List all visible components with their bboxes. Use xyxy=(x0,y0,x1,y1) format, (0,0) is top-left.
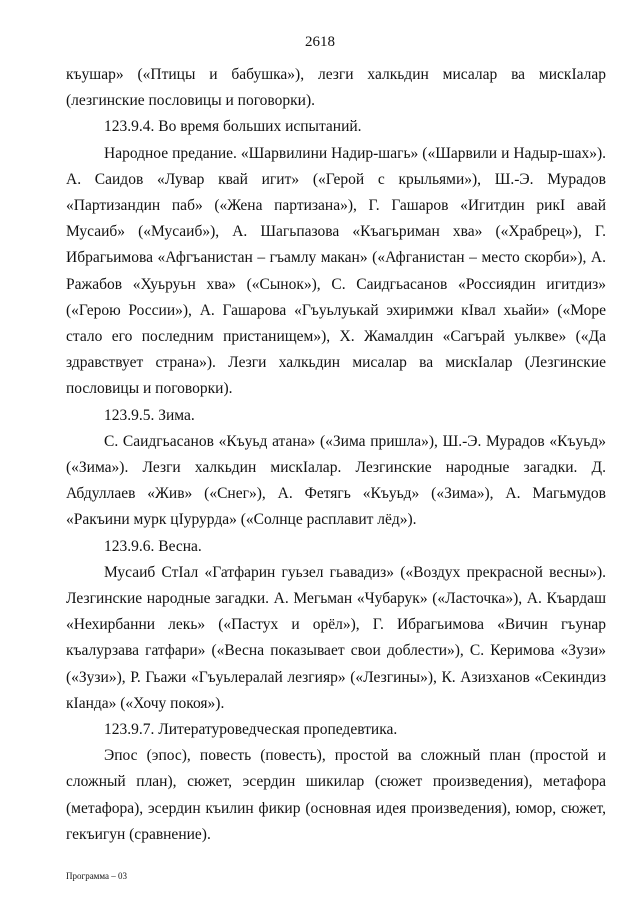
section-heading-123-9-5: 123.9.5. Зима. xyxy=(104,406,195,424)
paragraph-reading-list-winter: С. Саидгьасанов «Къуьд атана» («Зима пришла»), Ш.-Э. Мурадов «Къуьд» («Зима»). Лезги халкьдин мискIалар. Лезгинские народные загадки. Д. Абдуллаев «Жив» («Снег»), А. Фетягь «Къуьд» («Зима»), А. Магьмудов «Ракъини мурк цIурурда» («Солнце расплавит лёд»). xyxy=(66,432,606,529)
paragraph-reading-list-trials: Народное предание. «Шарвилини Надир-шагь» («Шарвили и Надыр-шах»). А. Саидов «Лувар квай игит» («Герой с крыльями»), Ш.-Э. Мурадов «Партизандин паб» («Жена партизана»), Г. Гашаров «Игитдин рикI авай Мусаиб» («Мусаиб»), А. Шагьпазова «Къагьриман хва» («Храбрец»), Г. Ибрагьимова «Афгъанистан – гъамлу макан» («Афганистан – место скорби»), А. Ражабов «Хуьруьн хва» («Сынок»), С. Саидгьасанов «Россиядин игитдиз» («Герою России»), А. Гашарова «Гъуьлуькай эхиримжи кIвал хьайи» («Море стало его последним пристанищем»), Х. Жамалдин «Сагърай уьлкве» («Да здравствует страна»). Лезги халкьдин мисалар ва мискIалар (Лезгинские пословицы и поговорки). xyxy=(66,144,606,398)
section-heading-123-9-7: 123.9.7. Литературоведческая пропедевтика. xyxy=(104,721,398,739)
paragraph-continuation: къушар» («Птицы и бабушка»), лезги халкьдин мисалар ва мискIалар (лезгинские пословицы и поговорки). xyxy=(66,66,606,110)
page-number: 2618 xyxy=(305,34,335,50)
footer-program-label: Программа – 03 xyxy=(66,871,128,881)
section-heading-123-9-4: 123.9.4. Во время больших испытаний. xyxy=(104,118,362,136)
document-body xyxy=(66,62,606,848)
paragraph-literary-terms: Эпос (эпос), повесть (повесть), простой ва сложный план (простой и сложный план), сюжет, эсердин шикилар (сюжет произведения), метафора (метафора), эсердин къилин фикир (основная идея произведения), юмор, сюжет, гекъигун (сравнение). xyxy=(66,747,606,843)
section-heading-123-9-6: 123.9.6. Весна. xyxy=(104,537,202,555)
paragraph-reading-list-spring: Мусаиб СтIал «Гатфарин гуьзел гьавадиз» («Воздух прекрасной весны»). Лезгинские народные загадки. А. Мегьман «Чубарук» («Ласточка»), А. Къардаш «Нехирбанни лекь» («Пастух и орёл»), Г. Ибрагьимова «Вичин гъунар къалурзава гатфари» («Весна показывает свои доблести»), С. Керимова «Зузи» («Зузи»), Р. Гьажи «Гъуьлералай лезгияр» («Лезгины»), К. Азизханов «Секиндиз кIанда» («Хочу покоя»). xyxy=(66,563,606,712)
